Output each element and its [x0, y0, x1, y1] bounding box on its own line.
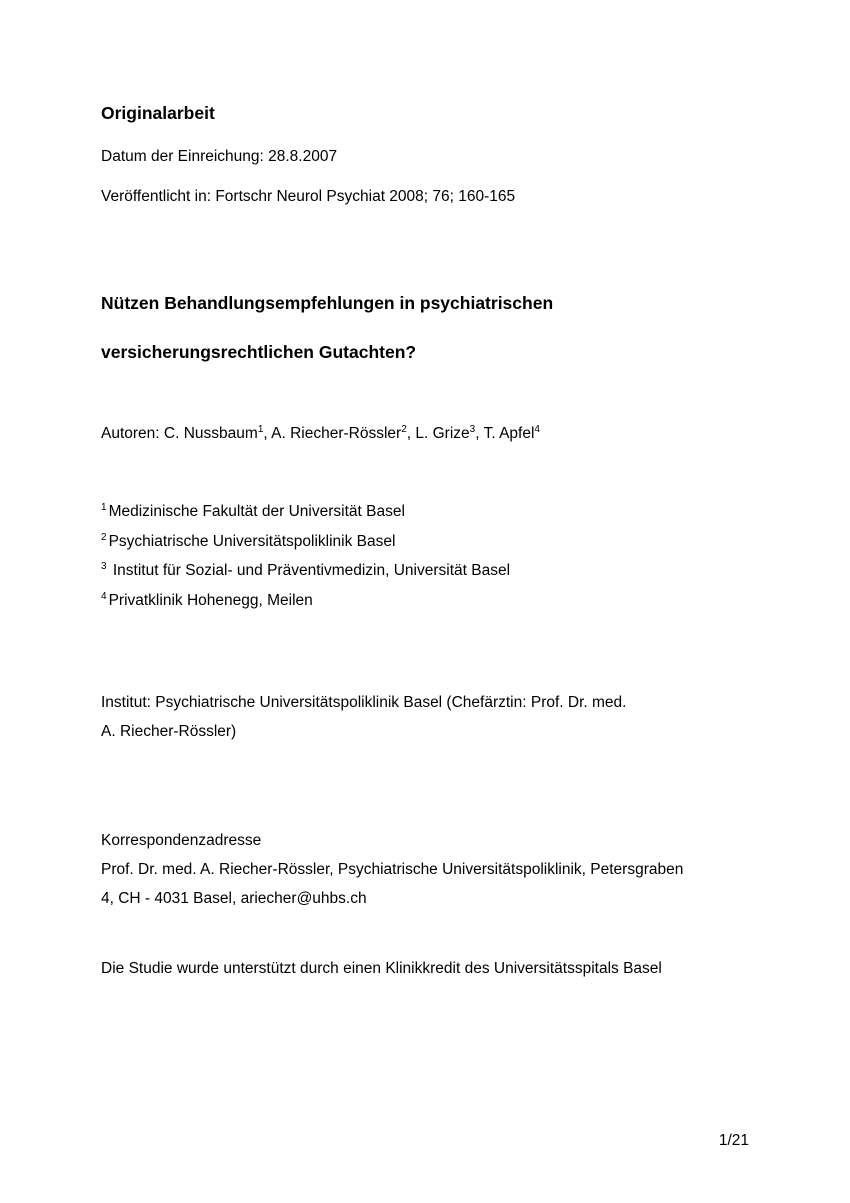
authors-line — [101, 425, 540, 443]
funding-note: Die Studie wurde unterstützt durch einen Klinikkredit des Universitätsspitals Basel — [101, 960, 662, 977]
author-superscript: 2 — [401, 424, 407, 435]
affiliation — [101, 592, 313, 610]
author-superscript: 1 — [257, 424, 264, 435]
correspondence-heading: Korrespondenzadresse — [101, 832, 262, 849]
affiliation-text: Psychiatrische Universitätspoliklinik Basel — [108, 533, 396, 550]
author: C. Nussbaum — [163, 425, 258, 442]
published-in: Veröffentlicht in: Fortschr Neurol Psychiat 2008; 76; 160-165 — [101, 188, 516, 205]
affiliation — [101, 533, 395, 551]
affiliation-number: 4 — [101, 591, 107, 602]
submission-date: Datum der Einreichung: 28.8.2007 — [101, 148, 338, 165]
title-line-2: versicherungsrechtlichen Gutachten? — [101, 342, 417, 362]
author: L. Grize — [415, 425, 470, 442]
institute-line-1: Institut: Psychiatrische Universitätspoliklinik Basel (Chefärztin: Prof. Dr. med. — [101, 694, 627, 711]
section-label: Originalarbeit — [101, 103, 215, 123]
author-separator: , — [263, 425, 272, 442]
affiliation-text: Privatklinik Hohenegg, Meilen — [108, 592, 313, 609]
author: A. Riecher-Rössler — [271, 425, 402, 442]
author-separator: , — [475, 425, 484, 442]
page-number: 1/21 — [718, 1132, 749, 1149]
author-superscript: 3 — [469, 424, 476, 435]
author-separator: , — [406, 425, 416, 442]
correspondence-line-2: 4, CH - 4031 Basel, ariecher@uhbs.ch — [101, 890, 367, 907]
correspondence-line-1: Prof. Dr. med. A. Riecher-Rössler, Psychiatrische Universitätspoliklinik, Petersgraben — [101, 861, 684, 878]
affiliation-number: 2 — [101, 532, 107, 543]
authors-prefix: Autoren: — [101, 425, 164, 442]
author-superscript: 4 — [534, 424, 540, 435]
affiliation — [101, 503, 405, 521]
affiliation-number: 1 — [101, 502, 107, 513]
author: T. Apfel — [483, 425, 535, 442]
title-line-1: Nützen Behandlungsempfehlungen in psychiatrischen — [101, 293, 554, 313]
affiliation — [101, 562, 510, 580]
affiliation-number: 3 — [101, 561, 107, 572]
affiliation-text: Institut für Sozial- und Präventivmedizin, Universität Basel — [112, 562, 511, 579]
institute-line-2: A. Riecher-Rössler) — [101, 723, 237, 740]
affiliation-text: Medizinische Fakultät der Universität Basel — [108, 503, 405, 520]
